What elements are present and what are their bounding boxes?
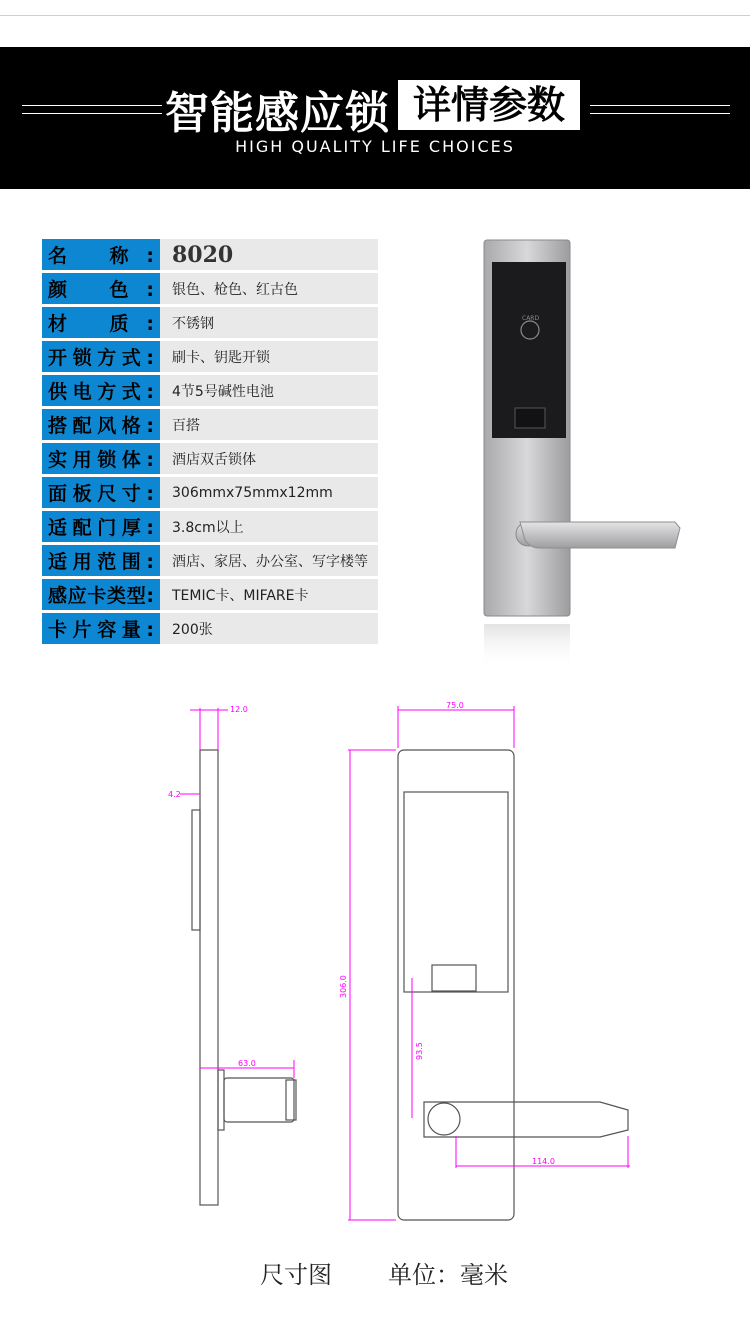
spec-value: 酒店双舌锁体 [160, 443, 378, 474]
dim-height: 306.0 [339, 975, 348, 998]
unit-caption: 单位：毫米 [388, 1261, 508, 1289]
lever-handle [520, 522, 680, 548]
banner-title: 智能感应锁 [165, 88, 390, 139]
banner-rule-right [590, 105, 730, 114]
side-inner-body [192, 810, 200, 930]
spec-row [42, 273, 378, 304]
banner-subtitle: HIGH QUALITY LIFE CHOICES [235, 137, 515, 156]
lock-photo [470, 232, 700, 672]
spec-value: 刷卡、钥匙开锁 [160, 341, 378, 372]
side-handle-shaft [224, 1078, 294, 1122]
front-reader [404, 792, 508, 992]
dimension-drawing [160, 700, 650, 1240]
spec-row [42, 239, 378, 270]
side-plate [200, 750, 218, 1205]
keyhole-slot [515, 408, 545, 428]
front-rose [428, 1103, 460, 1135]
side-handle-base [218, 1070, 224, 1130]
spec-value: 银色、枪色、红古色 [160, 273, 378, 304]
spec-value: 4节5号碱性电池 [160, 375, 378, 406]
spec-value: 百搭 [160, 409, 378, 440]
spec-key: 颜 色: [42, 273, 160, 304]
spec-row [42, 477, 378, 508]
dim-keyhole: 93.5 [415, 1042, 424, 1060]
spec-key: 开锁方式: [42, 341, 160, 372]
spec-value: 3.8cm以上 [160, 511, 378, 542]
spec-key: 适用范围: [42, 545, 160, 576]
spec-row [42, 341, 378, 372]
spec-row [42, 613, 378, 644]
dim-handle-length: 114.0 [532, 1157, 555, 1166]
spec-key: 感应卡类型: [42, 579, 160, 610]
spec-value: 200张 [160, 613, 378, 644]
banner-title-box: 详情参数 [398, 80, 580, 130]
spec-row [42, 545, 378, 576]
dim-handle-depth: 63.0 [238, 1059, 256, 1068]
front-keyhole [432, 965, 476, 991]
spec-key: 实用锁体: [42, 443, 160, 474]
faceplate-reflection [484, 624, 570, 670]
spec-key: 适配门厚: [42, 511, 160, 542]
spec-value: 酒店、家居、办公室、写字楼等 [160, 545, 378, 576]
top-divider [0, 15, 750, 16]
spec-row [42, 443, 378, 474]
spec-row [42, 307, 378, 338]
spec-row [42, 511, 378, 542]
header-banner [0, 47, 750, 189]
card-label: CARD [522, 315, 540, 322]
spec-row [42, 409, 378, 440]
dim-width: 75.0 [446, 701, 464, 710]
spec-key: 材 质: [42, 307, 160, 338]
spec-key: 名 称: [42, 239, 160, 270]
spec-table [42, 236, 378, 647]
spec-key: 搭配风格: [42, 409, 160, 440]
spec-row [42, 579, 378, 610]
spec-value: 不锈钢 [160, 307, 378, 338]
spec-key: 供电方式: [42, 375, 160, 406]
spec-value: TEMIC卡、MIFARE卡 [160, 579, 378, 610]
banner-rule-left [22, 105, 162, 114]
spec-value: 306mmx75mmx12mm [160, 477, 378, 508]
spec-value: 8020 [160, 239, 378, 270]
dim-thickness: 12.0 [230, 705, 248, 714]
spec-key: 面板尺寸: [42, 477, 160, 508]
dim-offset: 4.2 [168, 790, 181, 799]
drawing-caption: 尺寸图 [260, 1261, 332, 1289]
spec-key: 卡片容量: [42, 613, 160, 644]
spec-row [42, 375, 378, 406]
